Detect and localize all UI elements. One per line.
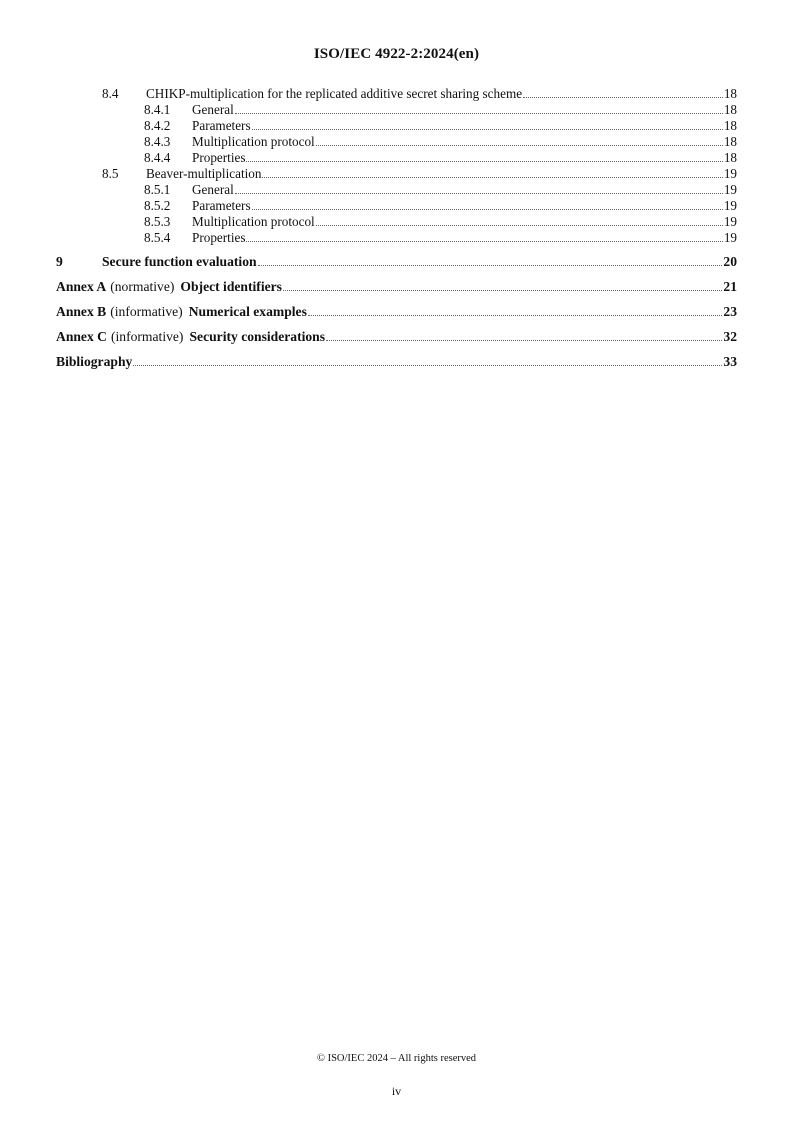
dot-leader [326,339,722,341]
dot-leader [252,128,723,130]
toc-entry-8-5[interactable] [56,166,737,182]
dot-leader [523,96,723,98]
dot-leader [262,176,722,178]
dot-leader [316,224,723,226]
toc-entry-annex-a[interactable] [56,279,737,295]
dot-leader [235,192,723,194]
toc-entry-8-4[interactable] [56,86,737,102]
toc-title: Parameters [192,198,251,213]
toc-entry-8-4-3[interactable] [56,134,737,150]
toc-title: CHIKP-multiplication for the replicated additive secret sharing scheme [146,86,523,101]
toc-entry-clause-9[interactable] [56,254,737,270]
dot-leader [283,289,722,291]
toc-title: General [192,102,234,117]
annex-kind: (informative) [110,304,183,319]
page-number: iv [391,1084,402,1098]
toc-entry-8-5-2[interactable] [56,198,737,214]
toc-number: 8.4.3 [144,134,171,149]
toc-page: 21 [723,279,737,294]
dot-leader [246,240,722,242]
annex-label: Annex A [56,279,107,294]
toc-page: 18 [723,118,737,133]
toc-title: Bibliography [56,354,133,369]
toc-number: 8.5.3 [144,214,171,229]
toc-title: Security considerations [189,329,326,344]
toc-title: Multiplication protocol [192,134,315,149]
toc-page: 18 [723,102,737,117]
toc-entry-8-4-4[interactable] [56,150,737,166]
toc-page: 19 [723,230,737,245]
annex-label: Annex B [56,304,107,319]
toc-page: 20 [723,254,737,269]
toc-number: 8.5.4 [144,230,171,245]
toc-page: 32 [723,329,737,344]
toc-title: Multiplication protocol [192,214,315,229]
dot-leader [235,112,723,114]
toc-page: 19 [723,166,737,181]
annex-kind: (informative) [110,329,184,344]
toc-title: Properties [192,230,246,245]
copyright-notice: © ISO/IEC 2024 – All rights reserved [316,1053,477,1064]
table-of-contents [56,86,737,370]
toc-title: Secure function evaluation [102,254,257,269]
toc-entry-annex-b[interactable] [56,304,737,320]
toc-page: 19 [723,214,737,229]
toc-entry-8-4-1[interactable] [56,102,737,118]
toc-entry-annex-c[interactable] [56,329,737,345]
dot-leader [258,264,723,266]
toc-title: Beaver-multiplication [146,166,262,181]
toc-number: 9 [56,254,63,269]
toc-page: 18 [723,150,737,165]
toc-page: 18 [723,86,737,101]
dot-leader [316,144,723,146]
toc-entry-8-4-2[interactable] [56,118,737,134]
toc-page: 33 [723,354,737,369]
toc-page: 19 [723,198,737,213]
toc-title: Numerical examples [188,304,307,319]
toc-page: 18 [723,134,737,149]
toc-number: 8.5 [102,166,119,181]
annex-kind: (normative) [110,279,175,294]
dot-leader [252,208,723,210]
annex-label: Annex C [56,329,107,344]
toc-number: 8.5.1 [144,182,171,197]
dot-leader [246,160,722,162]
toc-title: Object identifiers [180,279,282,294]
toc-number: 8.4 [102,86,119,101]
toc-page: 19 [723,182,737,197]
toc-number: 8.5.2 [144,198,171,213]
toc-entry-8-5-3[interactable] [56,214,737,230]
toc-title: Parameters [192,118,251,133]
toc-number: 8.4.4 [144,150,171,165]
toc-entry-8-5-4[interactable] [56,230,737,246]
toc-number: 8.4.1 [144,102,171,117]
dot-leader [133,364,722,366]
toc-entry-bibliography[interactable] [56,354,737,370]
toc-title: Properties [192,150,246,165]
toc-number: 8.4.2 [144,118,171,133]
toc-title: General [192,182,234,197]
toc-page: 23 [723,304,737,319]
toc-entry-8-5-1[interactable] [56,182,737,198]
dot-leader [308,314,723,316]
document-header: ISO/IEC 4922-2:2024(en) [313,46,480,62]
